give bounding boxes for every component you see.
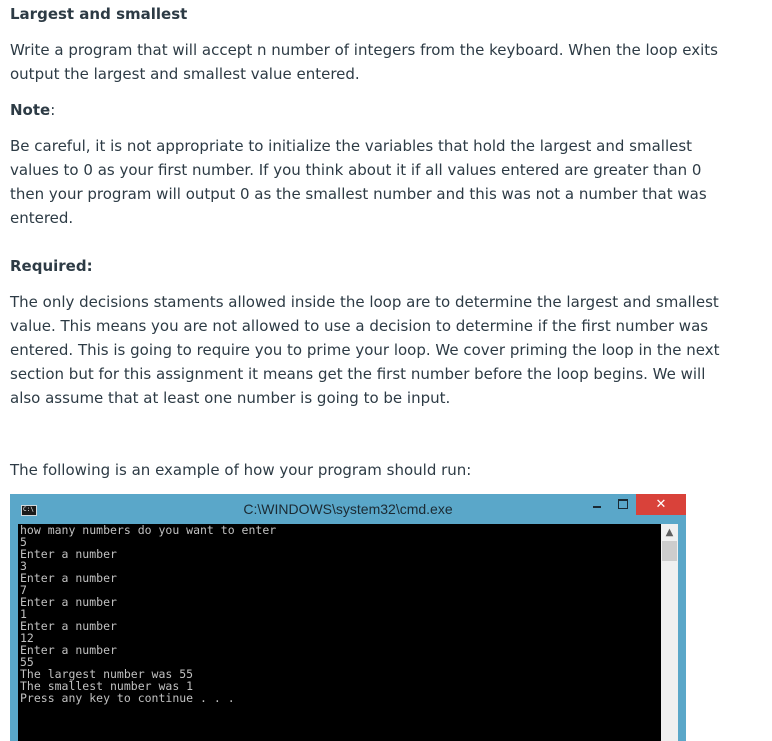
note-text: Be careful, it is not appropriate to initialize the variables that hold the largest and smallest values to 0 as your first number. If you think about it if all values entered are greater than 0 then your program will output 0 as the smallest number and this was not a number that was entered. <box>10 137 707 227</box>
console-line: Enter a number <box>20 547 117 561</box>
console-line: The largest number was 55 <box>20 667 194 681</box>
console-line: The smallest number was 1 <box>20 679 194 693</box>
console-line: 3 <box>20 559 27 573</box>
scroll-up-arrow-icon[interactable]: ▲ <box>665 527 674 538</box>
console-line: Enter a number <box>20 643 117 657</box>
scrollbar-thumb[interactable] <box>662 541 677 561</box>
close-button[interactable] <box>636 494 686 515</box>
maximize-button[interactable] <box>610 494 636 515</box>
close-icon: ✕ <box>655 497 667 512</box>
console-line: Enter a number <box>20 595 117 609</box>
cmd-titlebar[interactable] <box>10 494 686 524</box>
assignment-title: Largest and smallest <box>10 5 188 23</box>
minimize-button[interactable] <box>584 494 610 515</box>
console-line: 55 <box>20 655 34 669</box>
maximize-icon <box>618 499 628 509</box>
note-heading: Note <box>10 101 51 119</box>
console-line: 7 <box>20 583 27 597</box>
note-colon: : <box>50 101 56 119</box>
note-heading-row <box>10 98 740 122</box>
cmd-window <box>10 494 686 741</box>
console-line: Enter a number <box>20 619 117 633</box>
cmd-console[interactable] <box>18 524 661 741</box>
assignment-intro: Write a program that will accept n number of integers from the keyboard. When the loop exits output the largest and smallest value entered. <box>10 41 718 83</box>
console-line: how many numbers do you want to enter <box>20 524 277 537</box>
console-line: 5 <box>20 535 27 549</box>
minimize-icon <box>593 506 601 508</box>
console-line: Press any key to continue . . . <box>20 691 235 705</box>
console-line: 12 <box>20 631 34 645</box>
cmd-app-icon[interactable]: C:\ <box>21 505 37 516</box>
vertical-scrollbar[interactable] <box>661 524 678 741</box>
console-line: Enter a number <box>20 571 117 585</box>
console-line: 1 <box>20 607 27 621</box>
required-heading: Required: <box>10 257 93 275</box>
example-intro: The following is an example of how your program should run: <box>10 461 472 479</box>
required-text: The only decisions staments allowed inside the loop are to determine the largest and smallest value. This means you are not allowed to use a decision to determine if the first number was entered. This is going to require you to prime your loop. We cover priming the loop in the next section but for this assignment it means get the first number before the loop begins. We will also assume that at least one number is going to be input. <box>10 293 720 407</box>
cmd-window-title: C:\WINDOWS\system32\cmd.exe <box>243 501 453 517</box>
